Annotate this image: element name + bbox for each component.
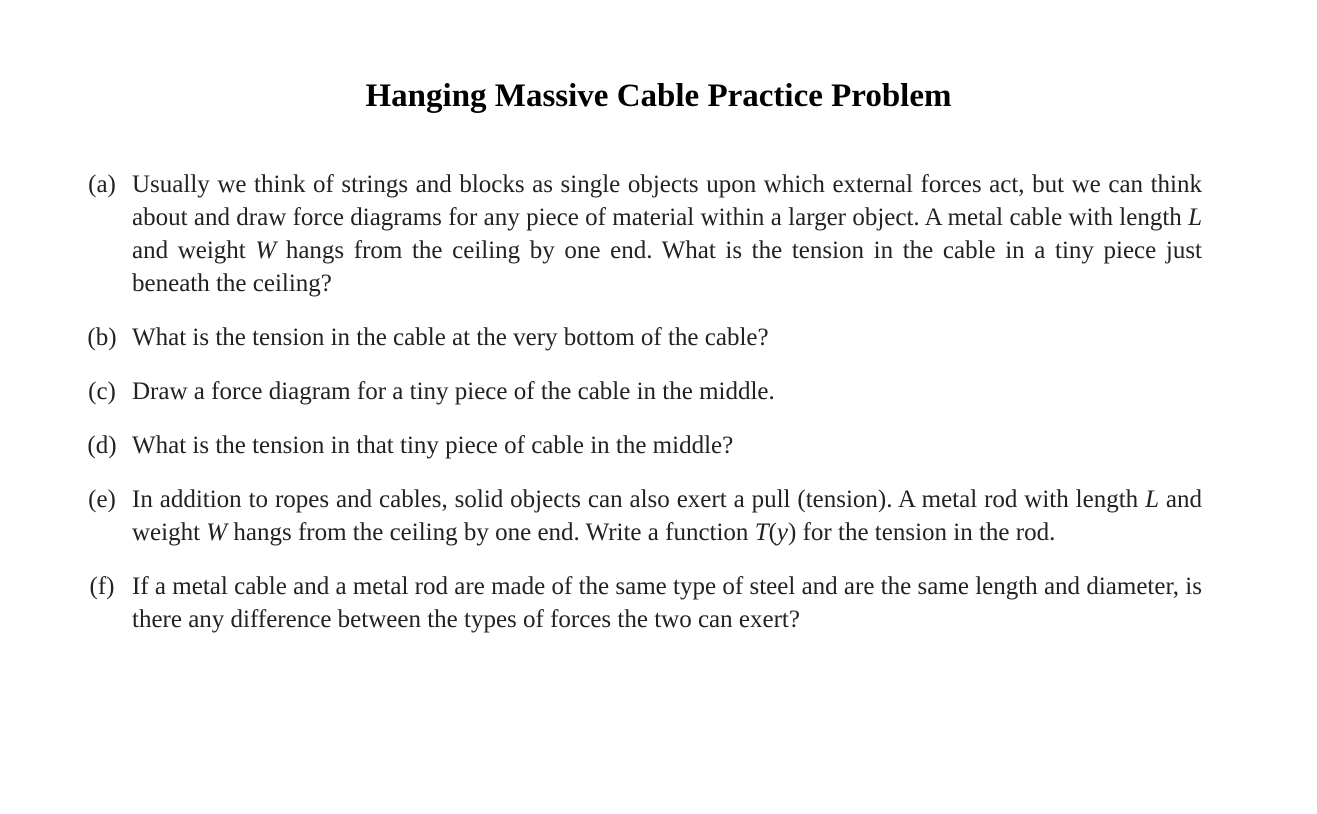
problem-text-run: hangs from the ceiling by one end. Write a function <box>227 519 755 546</box>
problem-text <box>132 483 1202 549</box>
problem-text-run: Usually we think of strings and blocks as single objects upon which external forces act, but we can think about and draw force diagrams for any piece of material within a larger object. A metal cable with length <box>132 171 1202 231</box>
problem-text <box>132 375 1202 408</box>
problem-label: (e) <box>88 486 116 513</box>
page-title: Hanging Massive Cable Practice Problem <box>365 78 952 114</box>
problem-text-run: Draw a force diagram for a tiny piece of the cable in the middle. <box>132 378 775 405</box>
math-variable: W <box>206 519 228 546</box>
problem-label: (c) <box>88 378 116 405</box>
problem-text-run: What is the tension in that tiny piece of cable in the middle? <box>132 432 734 459</box>
problem-text-run: ( <box>768 519 777 546</box>
problem-text <box>132 321 1202 354</box>
problem-text-run: and weight <box>132 237 256 264</box>
problem-item <box>80 429 1202 462</box>
problem-label: (f) <box>89 573 115 600</box>
math-variable: T <box>754 519 769 546</box>
problem-item <box>80 321 1202 354</box>
problem-text <box>132 570 1202 636</box>
problem-text-run: hangs from the ceiling by one end. What is the tension in the cable in a tiny piece just beneath the ceiling? <box>132 237 1202 297</box>
problem-item <box>80 570 1202 636</box>
math-variable: W <box>255 237 277 264</box>
problem-text-run: In addition to ropes and cables, solid objects can also exert a pull (tension). A metal rod with length <box>132 486 1146 513</box>
problem-text-run: ) for the tension in the rod. <box>788 519 1056 546</box>
problem-item <box>80 168 1202 300</box>
problem-label: (d) <box>87 432 117 459</box>
problem-text <box>132 168 1202 300</box>
problem-text-run: What is the tension in the cable at the very bottom of the cable? <box>132 324 769 351</box>
problem-label: (a) <box>88 171 116 198</box>
problem-text <box>132 429 1202 462</box>
problem-list <box>80 168 1202 657</box>
problem-label: (b) <box>87 324 117 351</box>
problem-text-run: If a metal cable and a metal rod are made of the same type of steel and are the same length and diameter, is there any difference between the types of forces the two can exert? <box>132 573 1202 633</box>
problem-item <box>80 375 1202 408</box>
problem-text-run: and weight <box>132 486 1202 546</box>
math-variable: L <box>1145 486 1159 513</box>
math-variable: y <box>776 519 789 546</box>
math-variable: L <box>1188 204 1202 231</box>
problem-item <box>80 483 1202 549</box>
